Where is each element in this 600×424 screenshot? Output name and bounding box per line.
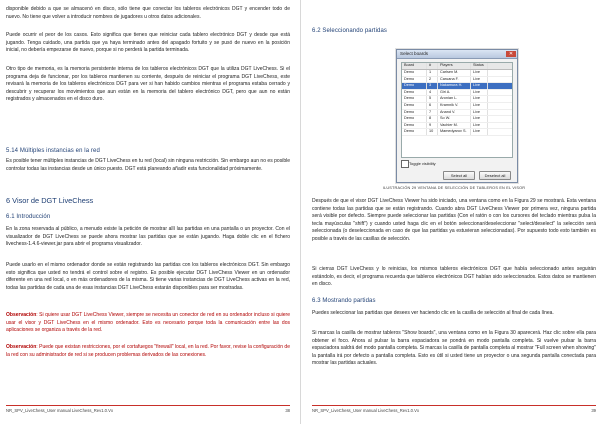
table-row[interactable]	[402, 70, 512, 77]
table-cell: Demo	[402, 110, 427, 116]
toggle-visibility-checkbox[interactable]	[401, 160, 409, 168]
table-cell: Aronian L.	[438, 96, 471, 102]
close-icon[interactable]: ✕	[506, 51, 516, 57]
table-cell: Demo	[402, 90, 427, 96]
right-page-number: 39	[591, 408, 596, 413]
table-cell: Demo	[402, 116, 427, 122]
table-cell: 2	[427, 77, 438, 83]
table-cell: 6	[427, 103, 438, 109]
table-cell: Demo	[402, 70, 427, 76]
observation-1-label: Observación	[6, 312, 37, 318]
table-cell: Demo	[402, 77, 427, 83]
select-boards-dialog	[396, 49, 518, 183]
left-paragraph-5: En la zona reservada al público, a menudo existe la petición de mostrar allí las partidas en una pantalla o un proyector. Con el visualizador de DGT LiveChess se puede ahora mostrar las partidas que se están jugando. Haga doble clic en el fichero livechess-1.4.6-viewer.jar para abrir el programa visualizador.	[6, 226, 290, 248]
table-cell: So W.	[438, 116, 471, 122]
heading-6-1: 6.1 Introducción	[6, 214, 51, 220]
figure-caption: ILUSTRACIÓN 29 VENTANA DE SELECCIÓN DE TABLEROS EN EL VISOR	[382, 186, 526, 190]
left-paragraph-4: Es posible tener múltiples instancias de DGT LiveChess en tu red (local) sin ninguna restricción. Sin embargo aun no es posible controlar todas las instancias desde un único puesto. DGT está planeando añadir esta funcionalidad próximamente.	[6, 158, 290, 172]
table-cell: 8	[427, 116, 438, 122]
table-cell: Anand V.	[438, 110, 471, 116]
heading-5-14: 5.14 Múltiples instancias en la red	[6, 148, 100, 154]
table-cell: Carlsen M.	[438, 70, 471, 76]
column-header[interactable]: Board	[402, 63, 427, 69]
left-footer	[6, 405, 290, 416]
column-header[interactable]: Players	[438, 63, 471, 69]
table-cell: 10	[427, 129, 438, 135]
table-row[interactable]	[402, 110, 512, 117]
heading-6-2: 6.2 Seleccionando partidas	[312, 28, 387, 34]
left-page	[6, 0, 290, 424]
right-footer-text: NR_SPV_LiveChess_User manual LiveChess_Rev1.0.Vx	[312, 408, 420, 413]
table-cell: Mamedyarov S.	[438, 129, 471, 135]
table-cell: Giri A.	[438, 90, 471, 96]
table-cell: Live	[471, 103, 488, 109]
table-cell: Vachier M.	[438, 123, 471, 129]
observation-2	[6, 344, 290, 359]
boards-table	[401, 62, 513, 158]
table-cell: Kramnik V.	[438, 103, 471, 109]
observation-1-text: : Si quiere usar DGT LiveChess Viewer, siempre se necesita un conector de red en su ordenador incluso si quiere usar el visor y DGT LiveChess en el mismo ordenador. Esto es necesario porque toda la comunicación entre las dos aplicaciones se organiza a través de la red.	[6, 312, 290, 334]
table-cell: Live	[471, 123, 488, 129]
observation-1	[6, 312, 290, 335]
heading-6: 6 Visor de DGT LiveChess	[6, 196, 94, 205]
page-divider	[300, 0, 301, 424]
toggle-visibility-label: Toggle visibility	[409, 161, 436, 166]
column-header[interactable]: Status	[471, 63, 488, 69]
right-paragraph-4: Si marcas la casilla de mostrar tableros "Show boards", una ventana como en la Figura 30 aparecerá. Haz clic sobre ella para obtener el foco. Ahora al pulsar la barra espaciadora se pondrá en modo pantalla completa. Si vuelve pulsar la barra espaciadora saldrá del modo pantalla completa. Si marcas la casilla de pantalla completa al mostrar "Full screen when showing" la pantalla irá por defecto a pantalla completa. Esto es útil si usted tiene un proyector o una segunda pantalla conectada para mostrar las partidas actuales.	[312, 330, 596, 367]
right-paragraph-1: Después de que el visor DGT LiveChess Viewer ha sido iniciado, una ventana como en la Figura 29 se mostrará. Esta ventana contiene todas las partidas que se están registrando. Cuando abra DGT LiveChess Viewer por primera vez, ninguna partida será visible por defecto. Siempre puede seleccionar las partidas (Con el ratón o con los cursores del teclado mientras pulsa la tecla mayúsculas "shift") y cuando usted haga clic en el botón seleccionar/deseleccionar "select/deselect" la selección será seleccionada (o deseleccionada en caso de que las partidas ya estuvieran seleccionadas). Por supuesto todo esto también es posible a través de las casillas de selección.	[312, 198, 596, 242]
table-row[interactable]	[402, 129, 512, 136]
table-cell: Demo	[402, 96, 427, 102]
table-header	[402, 63, 512, 70]
right-paragraph-2: Si cierras DGT LiveChess y lo reinicias, los mismos tableros electrónicos DGT que había seleccionado antes seguirán estándolo, es decir, el programa recuerda que tableros electrónicos DGT habían sido seleccionados. Estos datos se mantienen en disco.	[312, 266, 596, 288]
table-cell: Live	[471, 83, 488, 89]
observation-2-label: Observación	[6, 344, 37, 350]
left-paragraph-1: disponible debido a que se almacenó en disco, sólo tiene que conectar los tableros electrónicos DGT y encender todo de nuevo. No tiene que volver a introducir nombres de jugadores u otros datos adicionales.	[6, 6, 290, 20]
table-cell: Live	[471, 110, 488, 116]
left-paragraph-2: Puede ocurrir el peor de los casos. Esto significa que tienes que reiniciar cada tablero electrónico DGT y desde que está jugando. Tenga cuidado, una partida que ya haya terminado antes del apagado fortuito y se pusó de nuevo en la posición inicial, no debería empezarse de nuevo, porque si no perderá la partida terminada.	[6, 32, 290, 54]
left-paragraph-3: Otro tipo de memoria, es la memoria persistente interna de los tableros electrónicos DGT que la utiliza DGT LiveChess. Si el programa deja de funcionar, por los tableros mantienen su corriente, después de reiniciar el programa DGT LiveChess, este revisará la memoria de los tableros electrónicos DGT para ver si han habido cambios mientras el programa estaba cerrado y descubrir y recuperar los movimientos que aun están en la memoria del tablero electrónico DGT, pero que aun no están registrados y almacenados en el disco duro.	[6, 66, 290, 103]
right-page	[312, 0, 596, 424]
observation-2-text: : Puede que existan restricciones, por el cortafuegos "firewall" local, en la red. Por favor, revise la configuración de la red con su administrador de red si se producen problemas derivados de las conexiones.	[6, 344, 290, 358]
table-cell: 4	[427, 90, 438, 96]
table-row[interactable]	[402, 123, 512, 130]
table-cell: Demo	[402, 129, 427, 135]
table-row[interactable]	[402, 96, 512, 103]
column-header[interactable]: #	[427, 63, 438, 69]
table-cell: Live	[471, 129, 488, 135]
table-row[interactable]	[402, 83, 512, 90]
table-cell: 3	[427, 83, 438, 89]
table-cell: Demo	[402, 83, 427, 89]
table-cell: 1	[427, 70, 438, 76]
table-cell: Caruana F.	[438, 77, 471, 83]
table-cell: 7	[427, 110, 438, 116]
table-cell: Live	[471, 90, 488, 96]
dialog-title: Select boards	[397, 50, 517, 59]
left-paragraph-6: Puede usarlo en el mismo ordenador donde se están registrando las partidas con los tableros electrónicos DGT. Sin embargo esto significa que usted no tendrá el control sobre el registro. Es posible ejecutar DGT LiveChess Viewer en un ordenador diferente en una red local, o en más ordenadores de la misma. Si tiene varias instancias de DGT LiveChess activas en la red, todas las partidas de cada una de esas instancias DGT LiveChess estarán disponibles para ser mostradas.	[6, 262, 290, 291]
table-cell: Live	[471, 77, 488, 83]
table-cell: Live	[471, 96, 488, 102]
table-cell: Nakamura H.	[438, 83, 471, 89]
table-cell: 9	[427, 123, 438, 129]
left-footer-text: NR_SPV_LiveChess_User manual LiveChess_Rev1.0.Vx	[6, 408, 114, 413]
table-row[interactable]	[402, 90, 512, 97]
table-cell: Live	[471, 116, 488, 122]
table-row[interactable]	[402, 77, 512, 84]
table-cell: Demo	[402, 123, 427, 129]
deselect-all-button[interactable]: Deselect all	[479, 171, 511, 180]
table-row[interactable]	[402, 116, 512, 123]
table-row[interactable]	[402, 103, 512, 110]
heading-6-3: 6.3 Mostrando partidas	[312, 298, 376, 304]
right-footer	[312, 405, 596, 416]
select-all-button[interactable]: Select all	[443, 171, 475, 180]
table-cell: Demo	[402, 103, 427, 109]
table-body	[402, 70, 512, 136]
table-cell: Live	[471, 70, 488, 76]
table-cell: 5	[427, 96, 438, 102]
right-paragraph-3: Puedes seleccionar las partidas que desees ver haciendo clic en la casilla de selección al final de cada línea.	[312, 310, 554, 316]
left-page-number: 38	[285, 408, 290, 413]
